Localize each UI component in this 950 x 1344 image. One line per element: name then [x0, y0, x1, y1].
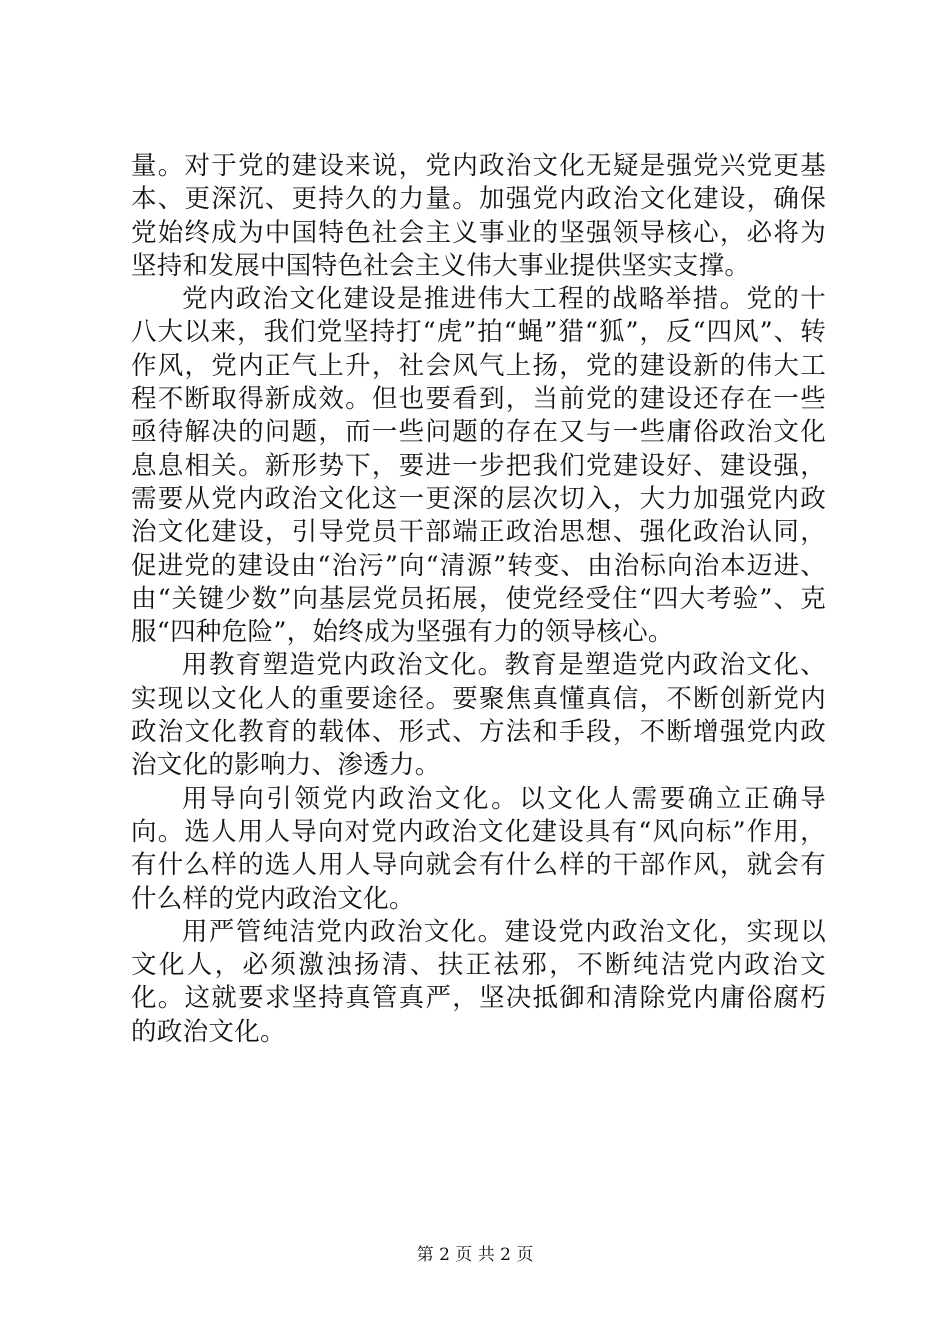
paragraph-2: 党内政治文化建设是推进伟大工程的战略举措。党的十八大以来，我们党坚持打“虎”拍“蝇”猎“狐”，反“四风”、转作风，党内正气上升，社会风气上扬，党的建设新的伟大工程不断取得新成效。但也要看到，当前党的建设还存在一些亟待解决的问题，而一些问题的存在又与一些庸俗政治文化息息相关。新形势下，要进一步把我们党建设好、建设强，需要从党内政治文化这一更深的层次切入，大力加强党内政治文化建设，引导党员干部端正政治思想、强化政治认同，促进党的建设由“治污”向“清源”转变、由治标向治本迈进、由“关键少数”向基层党员拓展，使党经受住“四大考验”、克服“四种危险”，始终成为坚强有力的领导核心。 [131, 284, 826, 648]
paragraph-5: 用严管纯洁党内政治文化。建设党内政治文化，实现以文化人，必须激浊扬清、扶正祛邪，不断纯洁党内政治文化。这就要求坚持真管真严，坚决抵御和清除党内庸俗腐朽的政治文化。 [131, 916, 826, 1047]
paragraph-3: 用教育塑造党内政治文化。教育是塑造党内政治文化、实现以文化人的重要途径。要聚焦真懂真信，不断创新党内政治文化教育的载体、形式、方法和手段，不断增强党内政治文化的影响力、渗透力。 [131, 650, 826, 781]
page-number-footer: 第 2 页 共 2 页 [416, 1245, 534, 1265]
document-body [131, 150, 826, 1049]
paragraph-4: 用导向引领党内政治文化。以文化人需要确立正确导向。选人用人导向对党内政治文化建设具有“风向标”作用，有什么样的选人用人导向就会有什么样的干部作风，就会有什么样的党内政治文化。 [131, 783, 826, 914]
paragraph-1: 量。对于党的建设来说，党内政治文化无疑是强党兴党更基本、更深沉、更持久的力量。加强党内政治文化建设，确保党始终成为中国特色社会主义事业的坚强领导核心，必将为坚持和发展中国特色社会主义伟大事业提供坚实支撑。 [131, 151, 826, 281]
